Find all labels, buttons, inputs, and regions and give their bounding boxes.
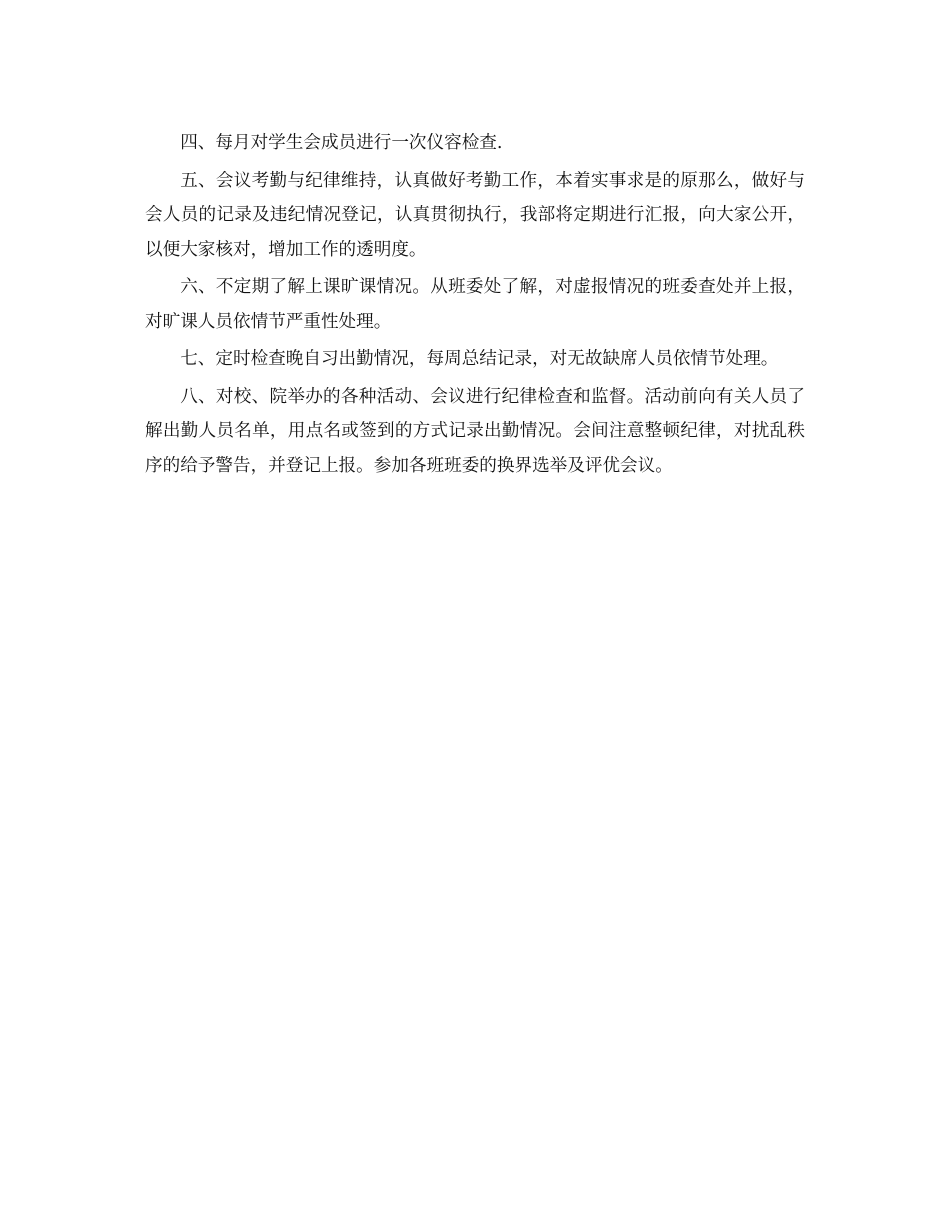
- paragraph-item-7: 七、定时检查晚自习出勤情况，每周总结记录，对无故缺席人员依情节处理。: [180, 349, 779, 369]
- paragraph-item-4: 四、每月对学生会成员进行一次仪容检查.: [180, 133, 503, 153]
- paragraph-item-8: 八、对校、院举办的各种活动、会议进行纪律检查和监督。活动前向有关人员了解出勤人员名单，用点名或签到的方式记录出勤情况。会间注意整顿纪律，对扰乱秩序的给予警告，并登记上报。参加各班班委的换界选举及评优会议。: [145, 386, 805, 476]
- document-body: [145, 126, 805, 486]
- paragraph-item-5: 五、会议考勤与纪律维持，认真做好考勤工作，本着实事求是的原那么，做好与会人员的记录及违纪情况登记，认真贯彻执行，我部将定期进行汇报，向大家公开，以便大家核对，增加工作的透明度。: [145, 170, 805, 260]
- paragraph-item-6: 六、不定期了解上课旷课情况。从班委处了解，对虚报情况的班委查处并上报，对旷课人员依情节严重性处理。: [145, 277, 805, 332]
